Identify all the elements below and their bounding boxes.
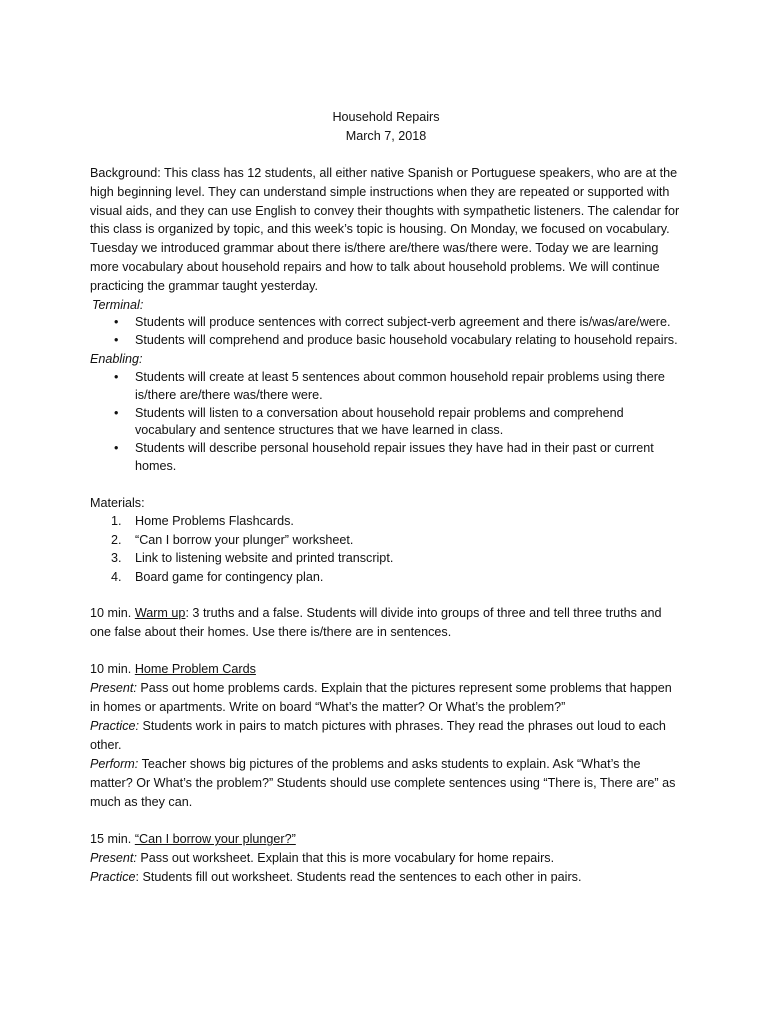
cards-heading-line	[90, 660, 682, 679]
present-label: Present:	[90, 681, 137, 696]
document-title: Household Repairs	[332, 110, 440, 124]
practice-label: Practice	[90, 870, 136, 885]
plunger-heading-line	[90, 830, 682, 849]
list-item	[90, 568, 682, 587]
list-item	[90, 549, 682, 568]
background-paragraph	[90, 164, 682, 296]
list-item: • Students will comprehend and produce basic household vocabulary relating to household repairs.	[90, 332, 682, 350]
plunger-present	[90, 849, 682, 868]
materials-list	[90, 512, 682, 586]
list-item	[90, 512, 682, 531]
cards-present	[90, 679, 682, 717]
list-text: Home Problems Flashcards.	[135, 514, 294, 529]
cards-time: 10 min.	[90, 662, 135, 677]
perform-label: Perform:	[90, 757, 139, 772]
perform-text: Teacher shows big pictures of the problems and asks students to explain. Ask “What’s the matter? Or What’s the problem?” Students should use complete sentences using “There is, There are” as much as they can.	[90, 757, 676, 810]
warmup-text: : 3 truths and a false. Students will divide into groups of three and tell three truths and one false about their homes. Use there is/there are in sentences.	[90, 606, 662, 640]
document-date: March 7, 2018	[345, 129, 427, 143]
cards-heading: Home Problem Cards	[134, 662, 256, 677]
materials-label: Materials:	[90, 495, 145, 510]
list-number: 2.	[111, 532, 122, 547]
list-number: 4.	[111, 569, 122, 584]
list-text: “Can I borrow your plunger” worksheet.	[135, 532, 354, 547]
list-item	[90, 531, 682, 550]
plunger-practice	[90, 868, 682, 887]
enabling-label: Enabling:	[90, 352, 143, 367]
present-label: Present:	[90, 851, 137, 866]
list-text: Board game for contingency plan.	[135, 569, 324, 584]
list-item: • Students will describe personal household repair issues they have had in their past or current homes.	[90, 440, 682, 475]
cards-practice	[90, 717, 682, 755]
practice-label: Practice:	[90, 719, 139, 734]
background-text: This class has 12 students, all either native Spanish or Portuguese speakers, who are at the high beginning level. They can understand simple instructions when they are repeated or supported with visual aids, and they can use English to convey their thoughts with sympathetic listeners. The calendar for this class is organized by topic, and this week’s topic is housing. On Monday, we focused on vocabulary. Tuesday we introduced grammar about there is/there are/there was/there were. Today we are learning more vocabulary about household repairs and how to talk about household problems. We will continue practicing the grammar taught yesterday.	[90, 166, 680, 293]
terminal-label: Terminal:	[92, 297, 144, 312]
present-text: Pass out worksheet. Explain that this is more vocabulary for home repairs.	[136, 851, 555, 866]
list-item: • Students will produce sentences with correct subject-verb agreement and there is/was/are/were.	[90, 314, 682, 332]
cards-perform	[90, 755, 682, 812]
list-number: 3.	[111, 551, 122, 566]
list-item: • Students will listen to a conversation about household repair problems and comprehend vocabulary and sentence structures that we have learned in class.	[90, 405, 682, 440]
warmup-paragraph	[90, 604, 682, 642]
list-number: 1.	[111, 514, 122, 529]
warmup-heading: Warm up	[134, 606, 186, 621]
title-block	[90, 108, 682, 146]
background-label: Background:	[90, 166, 161, 180]
plunger-section	[90, 830, 682, 887]
cards-section	[90, 660, 682, 812]
plunger-time: 15 min.	[90, 832, 135, 847]
list-text: Link to listening website and printed transcript.	[135, 551, 394, 566]
list-item: • Students will create at least 5 sentences about common household repair problems using there is/there are/there was/there were.	[90, 369, 682, 404]
present-text: Pass out home problems cards. Explain that the pictures represent some problems that happen in homes or apartments. Write on board “What’s the matter? Or What’s the problem?”	[90, 681, 672, 715]
practice-text: : Students fill out worksheet. Students read the sentences to each other in pairs.	[135, 870, 582, 885]
warmup-time: 10 min.	[90, 606, 135, 621]
practice-text: Students work in pairs to match pictures with phrases. They read the phrases out loud to each other.	[90, 719, 666, 753]
enabling-list	[90, 369, 682, 475]
warmup-section	[90, 604, 682, 642]
plunger-heading: “Can I borrow your plunger?”	[134, 832, 296, 847]
terminal-list	[90, 314, 682, 350]
